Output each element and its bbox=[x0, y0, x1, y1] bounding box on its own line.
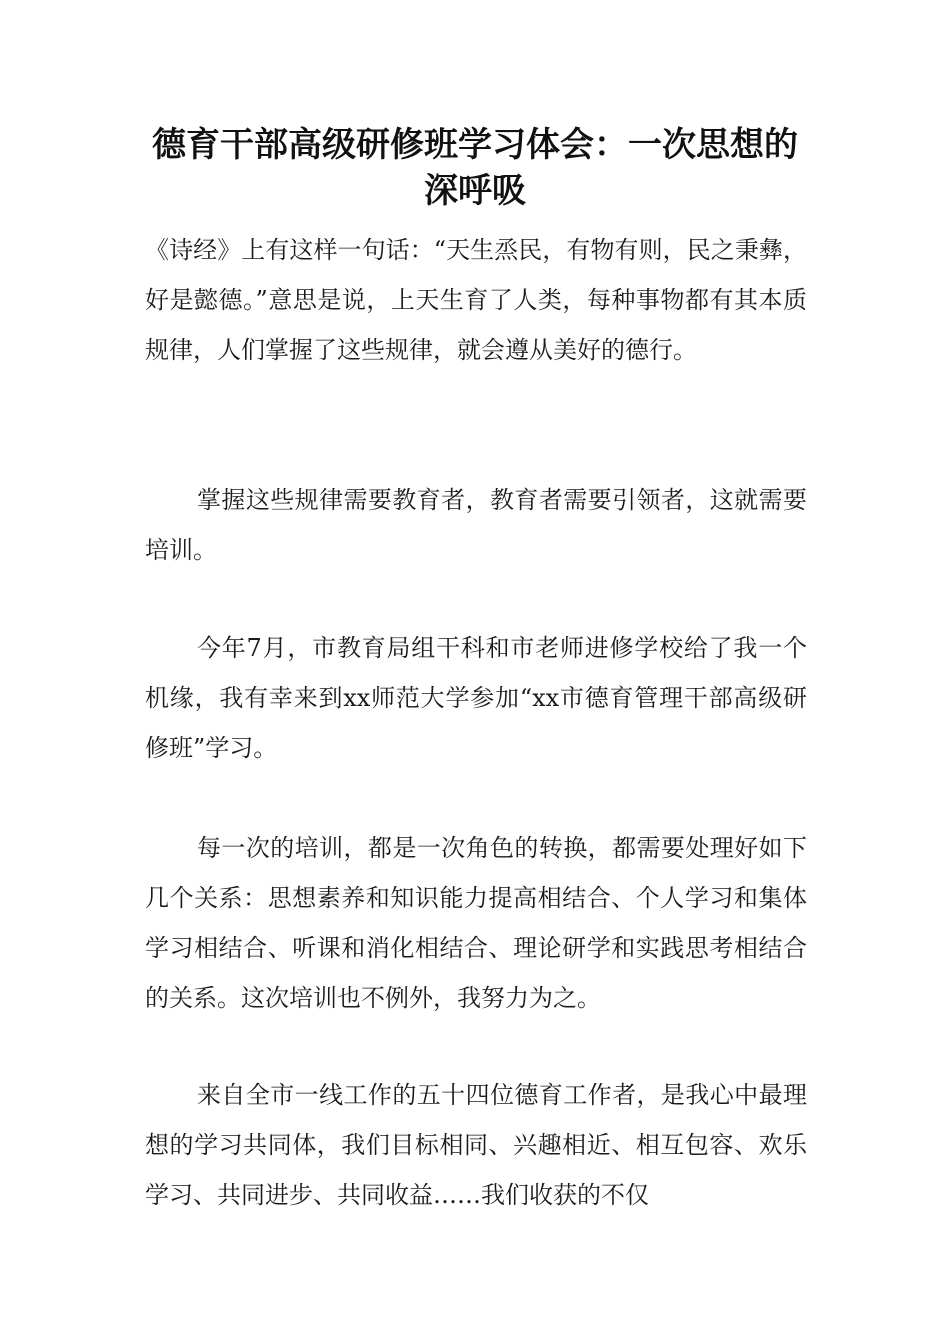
paragraph-3: 今年7月，市教育局组干科和市老师进修学校给了我一个机缘，我有幸来到xx师范大学参加“xx市德育管理干部高级研修班”学习。 bbox=[145, 634, 807, 762]
document-title: 德育干部高级研修班学习体会：一次思想的深呼吸 bbox=[152, 125, 798, 211]
paragraph-1: 《诗经》上有这样一句话：“天生烝民，有物有则，民之秉彝，好是懿德。”意思是说，上天生育了人类，每种事物都有其本质规律，人们掌握了这些规律，就会遵从美好的德行。 bbox=[145, 236, 807, 364]
paragraph-2: 掌握这些规律需要教育者，教育者需要引领者，这就需要培训。 bbox=[145, 486, 807, 564]
paragraph-4: 每一次的培训，都是一次角色的转换，都需要处理好如下几个关系：思想素养和知识能力提高相结合、个人学习和集体学习相结合、听课和消化相结合、理论研学和实践思考相结合的关系。这次培训也不例外，我努力为之。 bbox=[145, 834, 807, 1012]
paragraph-5: 来自全市一线工作的五十四位德育工作者，是我心中最理想的学习共同体，我们目标相同、兴趣相近、相互包容、欢乐学习、共同进步、共同收益……我们收获的不仅 bbox=[145, 1081, 807, 1209]
